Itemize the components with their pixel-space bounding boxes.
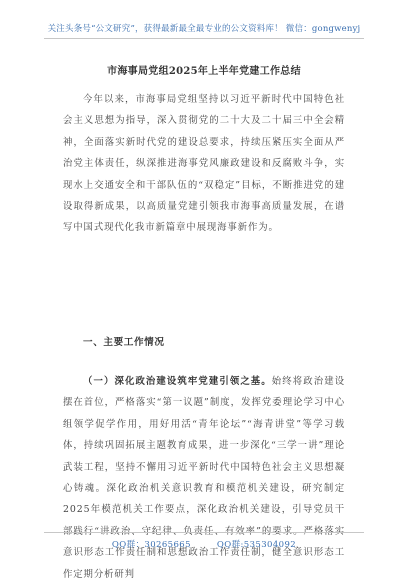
footer-qq-group-2: QQ群:535304092	[216, 540, 297, 550]
footer-divider	[44, 532, 364, 533]
subsection-paragraph	[63, 371, 345, 585]
intro-paragraph: 今年以来，市海事局党组坚持以习近平新时代中国特色社会主义思想为指导，深入贯彻党的二十大及二十届三中全会精神，全面落实新时代党的建设总要求，持续压紧压实全面从严治党主体责任，纵深推进海事党风廉政建设和反腐败斗争，实现水上交通安全和干部队伍的“双稳定”目标，不断推进党的建设取得新成果，以高质量党建引领我市海事高质量发展，在谱写中国式现代化我市新篇章中展现海事新作为。	[63, 94, 345, 234]
footer	[0, 538, 408, 550]
document-title: 市海事局党组2025年上半年党建工作总结	[107, 66, 301, 77]
section-heading: 一、主要工作情况	[83, 337, 165, 348]
subsection-heading: （一）深化政治建设筑牢党建引领之基。	[83, 376, 272, 387]
subsection-text: 始终将政治建设摆在首位，严格落实“第一议题”制度，发挥党委理论学习中心组领学促学作用，用好用活“青年论坛”“海青讲堂”等学习载体，持续巩固拓展主题教育成果，进一步深化“三学一讲”理论武装工程，坚持不懈用习近平新时代中国特色社会主义思想凝心铸魂。深化政治机关意识教育和模范机关建设，研究制定2025年模范机关工作要点，深化政治机关建设，引导党员干部践行“讲政治、守纪律、负责任、有效率”的要求。严格落实意识形态工作责任制和思想政治工作责任制，健全意识形态工作定期分析研判	[63, 376, 345, 580]
footer-qq-group-1: QQ群：30265665	[111, 540, 191, 550]
top-divider	[44, 38, 364, 39]
top-banner: 关注头条号“公文研究”，获得最新最全最专业的公文资料库！ 微信：gongwenyj	[47, 24, 361, 34]
